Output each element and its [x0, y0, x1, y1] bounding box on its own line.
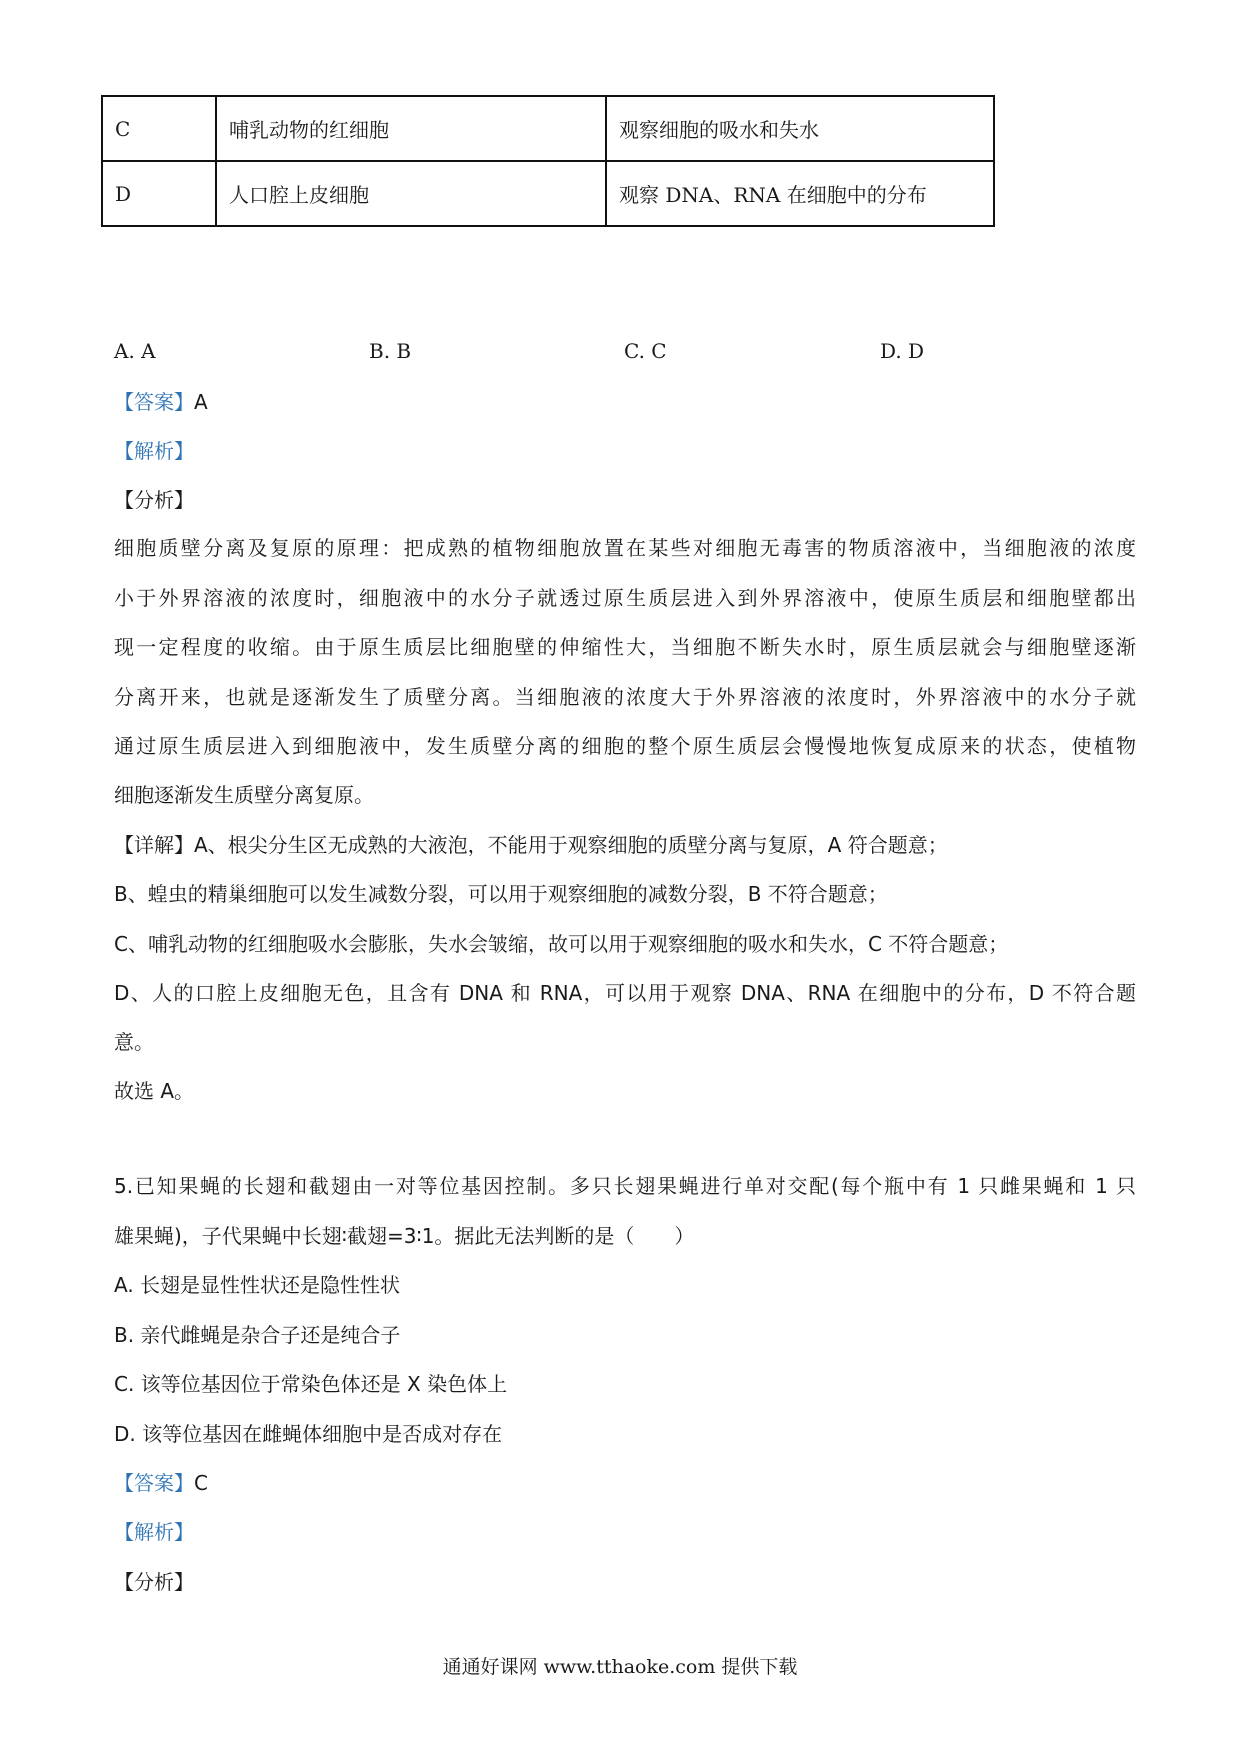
analysis-line: 现一定程度的收缩。由于原生质层比细胞壁的伸缩性大，当细胞不断失水时，原生质层就会与细胞壁逐渐: [114, 635, 1136, 659]
experiment-table: [101, 95, 995, 227]
q4-fenxi-tag: 【分析】: [114, 488, 194, 512]
table-row: [102, 161, 994, 226]
q5-stem-line: 5.已知果蝇的长翅和截翅由一对等位基因控制。多只长翅果蝇进行单对交配(每个瓶中有 1 只雌果蝇和 1 只: [114, 1174, 1136, 1198]
q4-option-a: A. A: [114, 339, 156, 363]
detail-tag: 【详解】: [114, 833, 194, 857]
q5-jiexi-tag: 【解析】: [114, 1520, 194, 1544]
page-footer: 通通好课网 www.tthaoke.com 提供下载: [442, 1656, 798, 1678]
row-material: 人口腔上皮细胞: [216, 161, 606, 226]
q4-answer: [114, 388, 208, 416]
detail-line: [114, 831, 948, 859]
row-purpose: 观察细胞的吸水和失水: [606, 96, 994, 161]
detail-line: 意。: [114, 1030, 154, 1054]
q5-option-a: A. 长翅是显性性状还是隐性性状: [114, 1273, 401, 1297]
analysis-line: 细胞逐渐发生质壁分离复原。: [114, 783, 374, 807]
row-material: 哺乳动物的红细胞: [216, 96, 606, 161]
analysis-line: 分离开来，也就是逐渐发生了质壁分离。当细胞液的浓度大于外界溶液的浓度时，外界溶液中的水分子就: [114, 685, 1136, 709]
answer-value: C: [194, 1471, 208, 1495]
q4-jiexi-tag: 【解析】: [114, 439, 194, 463]
detail-text: A、根尖分生区无成熟的大液泡，不能用于观察细胞的质壁分离与复原，A 符合题意；: [194, 833, 948, 857]
row-label: C: [102, 96, 216, 161]
analysis-line: 通过原生质层进入到细胞液中，发生质壁分离的细胞的整个原生质层会慢慢地恢复成原来的状态，使植物: [114, 734, 1136, 758]
answer-value: A: [194, 390, 208, 414]
row-purpose: 观察 DNA、RNA 在细胞中的分布: [606, 161, 994, 226]
q5-fenxi-tag: 【分析】: [114, 1570, 194, 1594]
q5-option-b: B. 亲代雌蝇是杂合子还是纯合子: [114, 1323, 401, 1347]
analysis-line: 小于外界溶液的浓度时，细胞液中的水分子就透过原生质层进入到外界溶液中，使原生质层和细胞壁都出: [114, 586, 1136, 610]
detail-line: B、蝗虫的精巢细胞可以发生减数分裂，可以用于观察细胞的减数分裂，B 不符合题意；: [114, 882, 888, 906]
answer-tag: 【答案】: [114, 390, 194, 414]
answer-tag: 【答案】: [114, 1471, 194, 1495]
detail-line: D、人的口腔上皮细胞无色，且含有 DNA 和 RNA，可以用于观察 DNA、RNA 在细胞中的分布，D 不符合题: [114, 981, 1136, 1005]
detail-line: 故选 A。: [114, 1079, 195, 1103]
q4-option-b: B. B: [369, 339, 412, 363]
q4-option-d: D. D: [880, 339, 925, 363]
table-row: [102, 96, 994, 161]
detail-line: C、哺乳动物的红细胞吸水会膨胀，失水会皱缩，故可以用于观察细胞的吸水和失水，C 不符合题意；: [114, 932, 1009, 956]
q5-option-c: C. 该等位基因位于常染色体还是 X 染色体上: [114, 1372, 508, 1396]
q4-option-c: C. C: [624, 339, 667, 363]
q5-stem-line: 雄果蝇)，子代果蝇中长翅∶截翅=3∶1。据此无法判断的是（ ）: [114, 1224, 695, 1248]
q5-option-d: D. 该等位基因在雌蝇体细胞中是否成对存在: [114, 1422, 503, 1446]
q5-answer: [114, 1469, 208, 1497]
analysis-line: 细胞质壁分离及复原的原理：把成熟的植物细胞放置在某些对细胞无毒害的物质溶液中，当细胞液的浓度: [114, 536, 1136, 560]
row-label: D: [102, 161, 216, 226]
